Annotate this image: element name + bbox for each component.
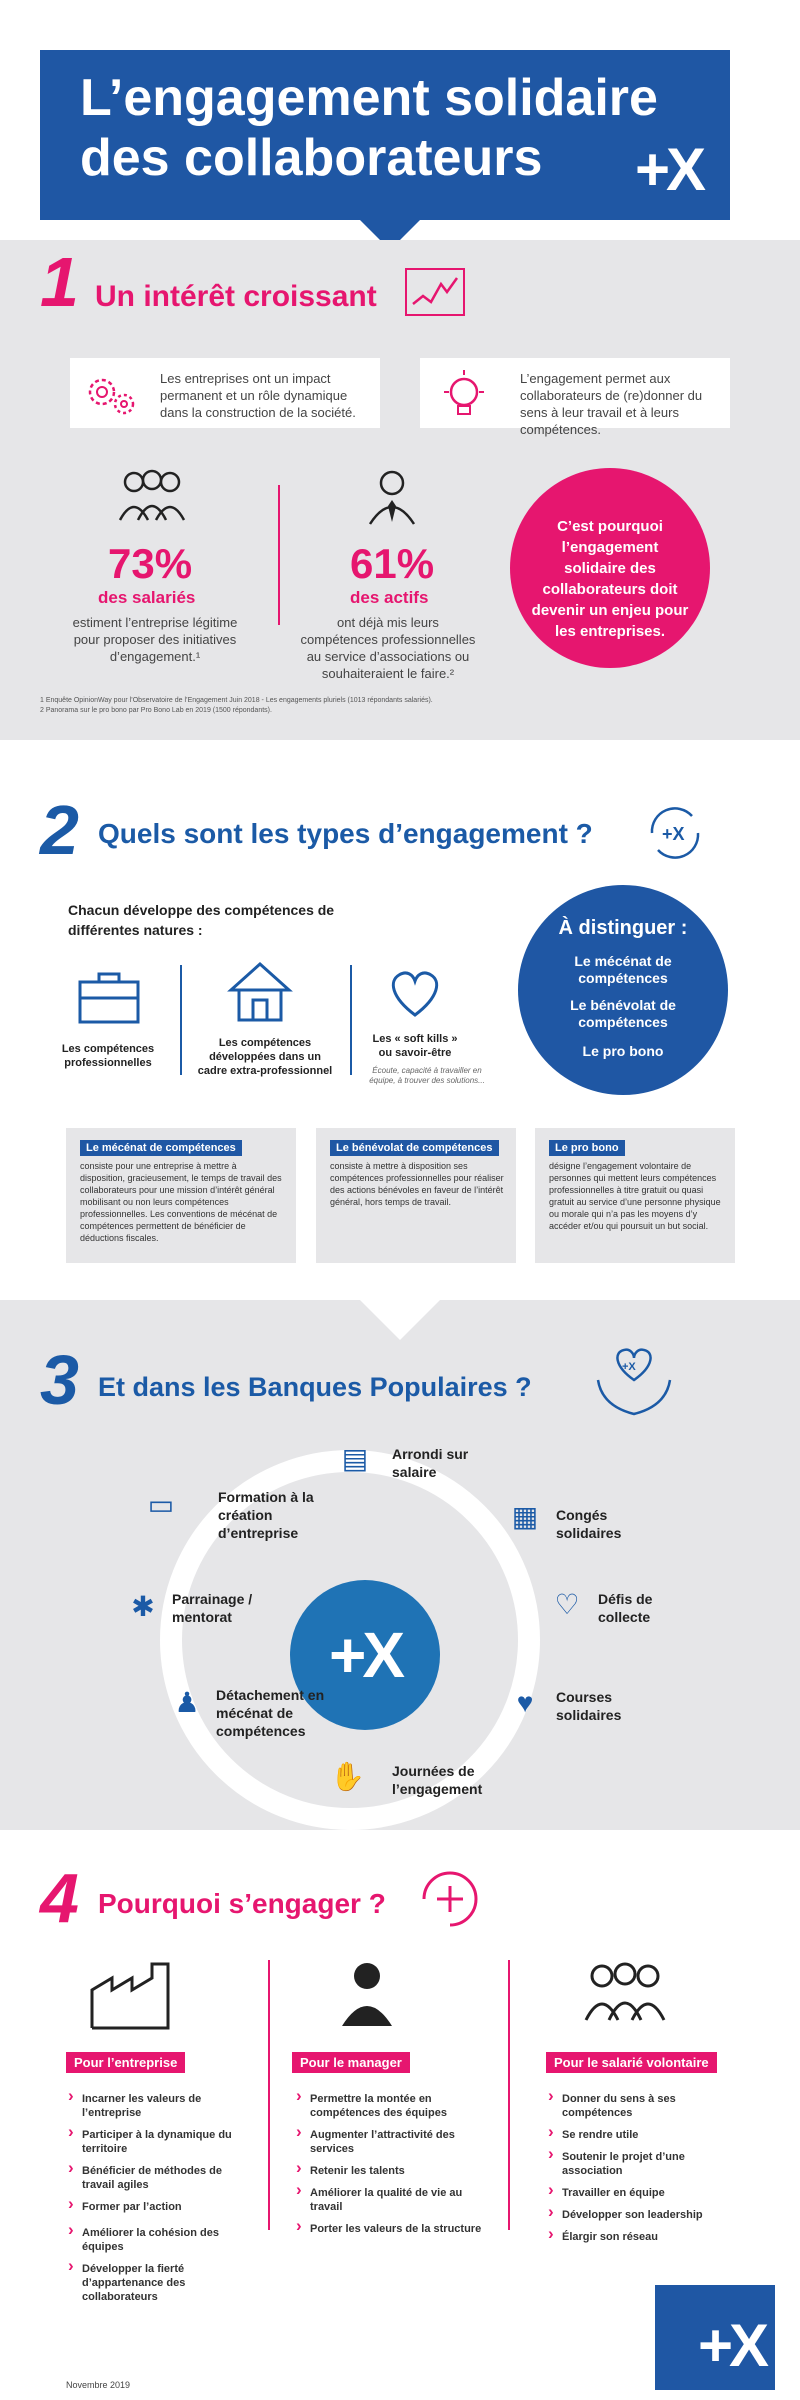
list-item: › Permettre la montée en compétences des équipes bbox=[310, 2092, 490, 2120]
group-people-icon bbox=[112, 468, 192, 526]
manager-icon bbox=[334, 1956, 400, 2028]
callout-text: C’est pourquoi l’engagement solidaire des collaborateurs doit devenir un enjeu pour les entreprises. bbox=[531, 518, 689, 640]
meaning-card bbox=[420, 358, 730, 437]
section-title: Quels sont les types d’engagement ? bbox=[98, 818, 593, 849]
divider bbox=[278, 485, 280, 625]
def-body: consiste à mettre à disposition ses compétences professionnelles pour réaliser des actions bénévoles en faveur de l’intérêt général, hors temps de travail. bbox=[330, 1161, 504, 1207]
divider bbox=[508, 1960, 510, 2230]
list-item: › Se rendre utile bbox=[562, 2128, 732, 2142]
brand-logo-footer: +X bbox=[655, 2285, 775, 2390]
impact-card bbox=[70, 358, 380, 428]
section-number: 4 bbox=[40, 1859, 79, 1937]
def-body: consiste pour une entreprise à mettre à disposition, gracieusement, le temps de travail des collaborateurs pour une mission d’intérêt général mobilisant ou non leurs compétences professionnelles. Les conventions de mécénat de compétences permettent de bénéficier de déductions fiscales. bbox=[80, 1161, 282, 1243]
stat-employees-value: 73% bbox=[108, 540, 193, 587]
def-tag: Le pro bono bbox=[549, 1140, 625, 1156]
def-body: désigne l’engagement volontaire de personnes qui mettent leurs compétences professionnelles à titre gratuit ou quasi gratuit au service d’une personne physique ou morale qui n’a pas les moyens d’y accéder et/ou qui poursuit un but social. bbox=[549, 1161, 721, 1231]
distinguish-circle bbox=[518, 885, 728, 1095]
stat-workers-value: 61% bbox=[350, 540, 435, 587]
list-item: › Développer son leadership bbox=[562, 2208, 732, 2222]
item-conges: Congés solidaires bbox=[556, 1507, 622, 1541]
def-benevolat bbox=[316, 1128, 516, 1263]
presentation-board-icon: ▭ bbox=[147, 1489, 175, 1520]
section-title: Un intérêt croissant bbox=[95, 280, 377, 313]
mentor-icon: ♟ bbox=[174, 1687, 200, 1718]
distinguish-title: À distinguer : bbox=[558, 917, 688, 939]
house-icon bbox=[225, 958, 295, 1024]
soft-skills-examples: Écoute, capacité à travailler en équipe, à trouver des solutions... bbox=[369, 1066, 485, 1085]
section-3 bbox=[0, 1300, 800, 1830]
plus-cycle-icon bbox=[410, 1864, 490, 1934]
def-pro-bono bbox=[535, 1128, 735, 1263]
list-item: › Améliorer la cohésion des équipes bbox=[82, 2226, 242, 2254]
type-extra-professional: Les compétences développées dans un cadre extra-professionnel bbox=[197, 1037, 333, 1077]
divider bbox=[268, 1960, 270, 2230]
list-item: › Augmenter l’attractivité des services bbox=[310, 2128, 490, 2156]
list-item: › Porter les valeurs de la structure bbox=[310, 2222, 490, 2236]
type-professional: Les compétences professionnelles bbox=[61, 1043, 155, 1069]
publication-date: Novembre 2019 bbox=[66, 2380, 131, 2390]
def-tag: Le bénévolat de compétences bbox=[330, 1140, 499, 1156]
lightbulb-icon bbox=[438, 366, 490, 422]
page-title: L’engagement solidaire des collaborateurs bbox=[80, 69, 658, 187]
section-number: 3 bbox=[40, 1341, 79, 1419]
list-item: › Élargir son réseau bbox=[562, 2230, 732, 2244]
briefcase-icon bbox=[74, 968, 144, 1028]
meaning-text: L’engagement permet aux collaborateurs de (re)donner du sens à leur travail et à leurs compétences. bbox=[520, 371, 703, 437]
handshake-icon: ✋ bbox=[330, 1761, 365, 1792]
divider bbox=[180, 965, 182, 1075]
stat-workers-label: des actifs bbox=[350, 588, 429, 607]
payslip-icon: ▤ bbox=[341, 1443, 369, 1474]
stat-employees-label: des salariés bbox=[98, 588, 196, 607]
center-logo: +X bbox=[290, 1580, 440, 1730]
list-item: › Soutenir le projet d’une association bbox=[562, 2150, 732, 2178]
item-arrondi: Arrondi sur salaire bbox=[392, 1446, 469, 1480]
divider bbox=[350, 965, 352, 1075]
section-2 bbox=[0, 740, 800, 1300]
footnotes: 1 Enquête OpinionWay pour l’Observatoire de l’Engagement Juin 2018 - Les engagements pluriels (1013 répondants salariés). 2 Panorama sur le pro bono par Pro Bono Lab en 2019 (1500 répondants). bbox=[40, 697, 433, 714]
volunteers-icon bbox=[580, 1956, 670, 2026]
list-item: › Travailler en équipe bbox=[562, 2186, 732, 2200]
section-title: Pourquoi s’engager ? bbox=[98, 1888, 386, 1919]
section-title: Et dans les Banques Populaires ? bbox=[98, 1372, 532, 1402]
section-number: 1 bbox=[40, 243, 79, 321]
calendar-icon: ▦ bbox=[511, 1501, 539, 1532]
col-manager-head: Pour le manager bbox=[292, 2052, 410, 2073]
item-defis: Défis de collecte bbox=[598, 1591, 653, 1625]
section-1 bbox=[0, 240, 800, 740]
types-intro: Chacun développe des compétences de différentes natures : bbox=[68, 902, 335, 938]
brand-logo: +X bbox=[634, 136, 702, 203]
def-tag: Le mécénat de compétences bbox=[80, 1140, 242, 1156]
item-formation: Formation à la création d’entreprise bbox=[218, 1489, 314, 1541]
item-detachement: Détachement en mécénat de compétences bbox=[216, 1687, 325, 1739]
businessman-icon bbox=[362, 468, 422, 528]
tshirt-icon: ♥ bbox=[516, 1687, 534, 1718]
callout-circle bbox=[510, 468, 710, 668]
list-item: › Bénéficier de méthodes de travail agiles bbox=[82, 2164, 242, 2192]
cycle-plus-x-icon bbox=[640, 798, 710, 868]
item-parrainage: Parrainage / mentorat bbox=[172, 1591, 253, 1625]
distinguish-item-2: Le bénévolat de compétences bbox=[570, 997, 676, 1030]
svg-text:+X: +X bbox=[662, 824, 685, 844]
hands-heart-icon bbox=[592, 1340, 676, 1420]
list-item: › Développer la fierté d’appartenance des collaborateurs bbox=[82, 2262, 242, 2304]
list-item: › Améliorer la qualité de vie au travail bbox=[310, 2186, 490, 2214]
item-journees: Journées de l’engagement bbox=[392, 1763, 483, 1797]
people-network-icon: ✱ bbox=[131, 1591, 155, 1622]
list-item: › Participer à la dynamique du territoire bbox=[82, 2128, 242, 2156]
stat-employees-text: estiment l’entreprise légitime pour proposer des initiatives d’engagement.¹ bbox=[72, 615, 238, 664]
factory-icon bbox=[88, 1960, 188, 2032]
col-company-head: Pour l’entreprise bbox=[66, 2052, 185, 2073]
def-mecenat bbox=[66, 1128, 296, 1263]
section-4 bbox=[0, 1830, 800, 2400]
list-item: › Former par l’action bbox=[82, 2200, 242, 2214]
distinguish-item-3: Le pro bono bbox=[582, 1043, 664, 1059]
section-pointer bbox=[360, 1300, 440, 1340]
stat-workers-text: ont déjà mis leurs compétences professionnelles au service d’associations ou souhaiteraient le faire.² bbox=[300, 615, 476, 681]
header-banner bbox=[40, 50, 730, 220]
svg-text:+X: +X bbox=[622, 1361, 636, 1373]
distinguish-item-1: Le mécénat de compétences bbox=[574, 953, 672, 986]
section-number: 2 bbox=[40, 791, 79, 869]
heart-icon bbox=[385, 965, 445, 1021]
item-courses: Courses solidaires bbox=[556, 1689, 622, 1723]
gears-icon bbox=[82, 370, 142, 420]
heart-hand-icon: ♡ bbox=[554, 1589, 580, 1620]
chart-growth-icon bbox=[405, 268, 465, 316]
impact-text: Les entreprises ont un impact permanent et un rôle dynamique dans la construction de la société. bbox=[160, 371, 356, 420]
col-volunteer-head: Pour le salarié volontaire bbox=[546, 2052, 717, 2073]
type-soft-skills: Les « soft kills » ou savoir-être bbox=[372, 1033, 458, 1059]
list-item: › Incarner les valeurs de l’entreprise bbox=[82, 2092, 242, 2120]
list-item: › Retenir les talents bbox=[310, 2164, 490, 2178]
list-item: › Donner du sens à ses compétences bbox=[562, 2092, 732, 2120]
